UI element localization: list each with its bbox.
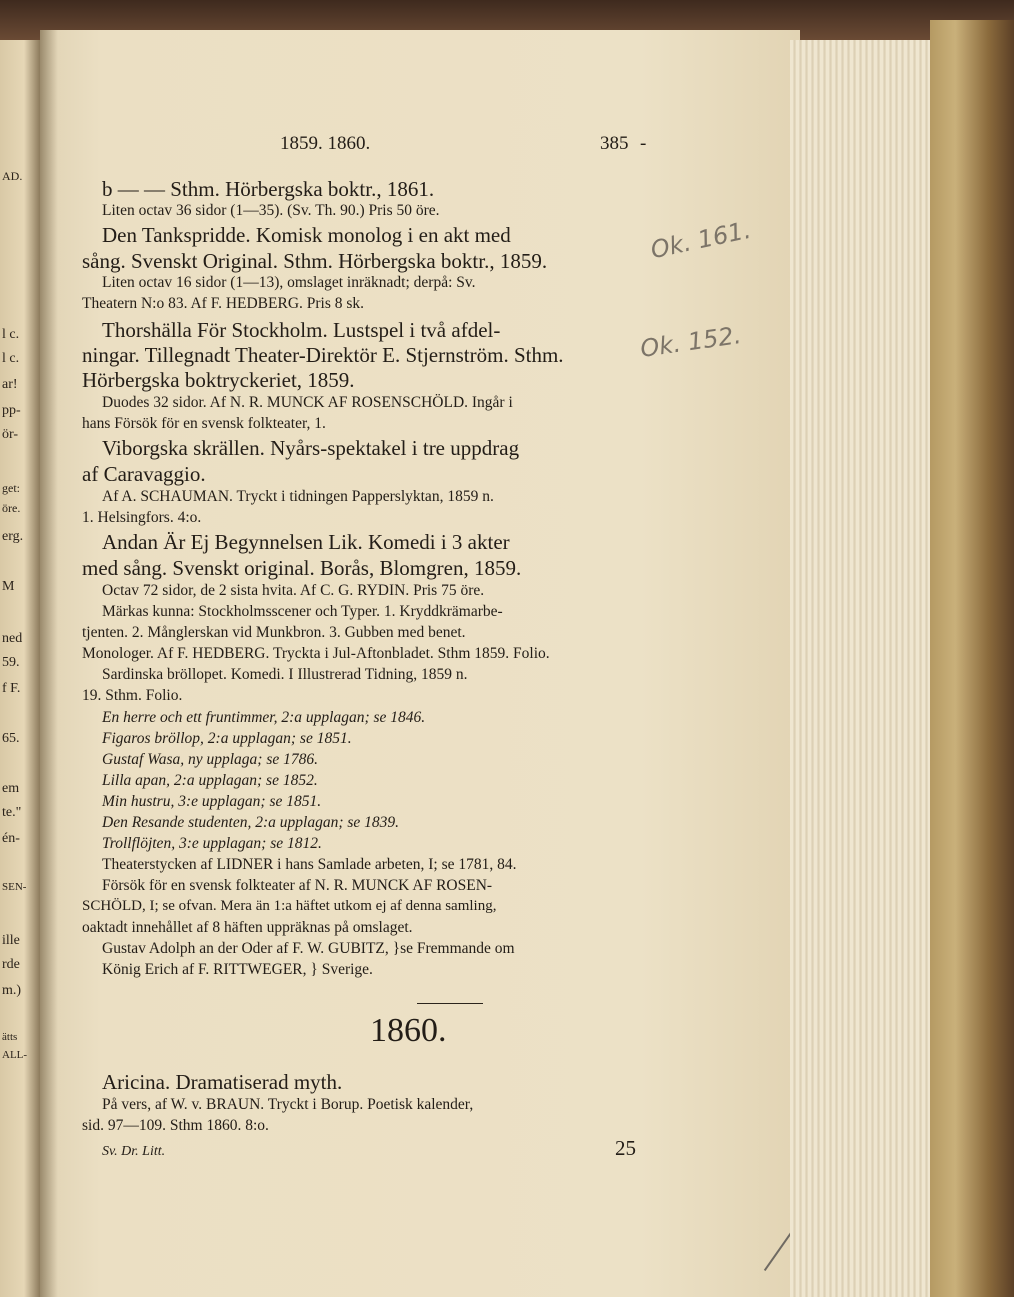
margin-fragment: ätts	[2, 1031, 18, 1043]
margin-fragment: get:	[2, 481, 20, 495]
text-line: hans Försök för en svensk folkteater, 1.	[82, 415, 326, 432]
text-line: Duodes 32 sidor. Af N. R. MUNCK AF ROSENSCHÖLD. Ingår i	[102, 394, 513, 411]
margin-fragment: én-	[2, 831, 20, 846]
text-line: Den Tankspridde. Komisk monolog i en akt med	[102, 223, 511, 247]
margin-fragment: ör-	[2, 427, 19, 442]
page-number: 385	[600, 133, 629, 154]
section-divider	[417, 1003, 483, 1004]
running-head: 1859. 1860.	[280, 133, 371, 154]
text-line: Min hustru, 3:e upplagan; se 1851.	[102, 793, 322, 810]
section-heading: 1860.	[370, 1012, 447, 1049]
text-line: Liten octav 36 sidor (1—35). (Sv. Th. 90.) Pris 50 öre.	[102, 202, 440, 219]
margin-fragment: öre.	[2, 501, 21, 515]
book-page	[40, 30, 800, 1297]
text-line: Af A. SCHAUMAN. Tryckt i tidningen Papperslyktan, 1859 n.	[102, 488, 494, 505]
text-line: 19. Sthm. Folio.	[82, 687, 183, 704]
margin-fragment: m.)	[2, 983, 22, 998]
text-line: Sardinska bröllopet. Komedi. I Illustrerad Tidning, 1859 n.	[102, 666, 468, 683]
margin-fragment: 65.	[2, 731, 20, 746]
text-line: Andan Är Ej Begynnelsen Lik. Komedi i 3 akter	[102, 530, 510, 554]
margin-fragment: l c.	[2, 327, 20, 342]
text-line: Viborgska skrällen. Nyårs-spektakel i tre uppdrag	[102, 436, 520, 460]
text-line: Lilla apan, 2:a upplagan; se 1852.	[102, 772, 318, 789]
text-line: Octav 72 sidor, de 2 sista hvita. Af C. G. RYDIN. Pris 75 öre.	[102, 582, 485, 599]
pencil-annotation: Ok. 161.	[648, 215, 754, 265]
page-stack-edge	[790, 40, 940, 1297]
text-line: med sång. Svenskt original. Borås, Blomgren, 1859.	[82, 556, 522, 580]
sheet-number: 25	[615, 1136, 636, 1160]
margin-fragment: em	[2, 781, 20, 796]
text-line: En herre och ett fruntimmer, 2:a upplagan; se 1846.	[102, 709, 426, 726]
signature-mark: Sv. Dr. Litt.	[102, 1144, 166, 1159]
margin-fragment: ned	[2, 631, 23, 646]
text-line: ningar. Tillegnadt Theater-Direktör E. Stjernström. Sthm.	[82, 343, 564, 367]
text-line: Försök för en svensk folkteater af N. R. MUNCK AF ROSEN-	[102, 877, 493, 894]
text-line: König Erich af F. RITTWEGER, } Sverige.	[102, 961, 373, 978]
margin-fragment: ALL-	[2, 1049, 28, 1061]
margin-fragment: f F.	[2, 681, 21, 696]
text-line: 1. Helsingfors. 4:o.	[82, 509, 202, 526]
text-line: Monologer. Af F. HEDBERG. Tryckta i Jul-Aftonbladet. Sthm 1859. Folio.	[82, 645, 550, 662]
text-line: b — — Sthm. Hörbergska boktr., 1861.	[102, 177, 435, 201]
text-line: Theatern N:o 83. Af F. HEDBERG. Pris 8 sk.	[82, 295, 365, 312]
text-line: Gustaf Wasa, ny upplaga; se 1786.	[102, 751, 318, 768]
margin-fragment: rde	[2, 957, 20, 972]
page-number-dash: -	[640, 133, 647, 154]
text-line: tjenten. 2. Månglerskan vid Munkbron. 3. Gubben med benet.	[82, 624, 466, 641]
book-cover-edge	[930, 20, 1014, 1297]
margin-fragment: ar!	[2, 377, 18, 392]
text-line: Theaterstycken af LIDNER i hans Samlade arbeten, I; se 1781, 84.	[102, 856, 517, 873]
margin-fragment: erg.	[2, 529, 24, 544]
text-line: På vers, af W. v. BRAUN. Tryckt i Borup. Poetisk kalender,	[102, 1096, 474, 1113]
text-line: Aricina. Dramatiserad myth.	[102, 1070, 343, 1094]
text-line: sid. 97—109. Sthm 1860. 8:o.	[82, 1117, 269, 1134]
margin-fragment: M	[2, 579, 15, 594]
text-line: oaktadt innehållet af 8 häften uppräknas på omslaget.	[82, 919, 413, 936]
text-line: sång. Svenskt Original. Sthm. Hörbergska boktr., 1859.	[82, 249, 548, 273]
pencil-annotation: Ok. 152.	[638, 321, 743, 363]
text-line: Thorshälla För Stockholm. Lustspel i två afdel-	[102, 318, 501, 342]
margin-fragment: AD.	[2, 169, 23, 183]
text-line: Hörbergska boktryckeriet, 1859.	[82, 368, 355, 392]
margin-fragment: pp-	[2, 403, 21, 418]
text-line: Figaros bröllop, 2:a upplagan; se 1851.	[102, 730, 352, 747]
text-line: Liten octav 16 sidor (1—13), omslaget inräknadt; derpå: Sv.	[102, 274, 476, 291]
text-line: Trollflöjten, 3:e upplagan; se 1812.	[102, 835, 322, 852]
text-line: Gustav Adolph an der Oder af F. W. GUBITZ, }se Fremmande om	[102, 940, 515, 957]
text-line: af Caravaggio.	[82, 462, 206, 486]
text-line: Den Resande studenten, 2:a upplagan; se 1839.	[102, 814, 400, 831]
margin-fragment: ille	[2, 933, 20, 948]
margin-fragment: 59.	[2, 655, 20, 670]
margin-fragment: l c.	[2, 351, 20, 366]
margin-fragment: te."	[2, 805, 22, 820]
text-line: Märkas kunna: Stockholmsscener och Typer. 1. Kryddkrämarbe-	[102, 603, 503, 620]
text-line: SCHÖLD, I; se ofvan. Mera än 1:a häftet utkom ej af denna samling,	[82, 898, 497, 914]
margin-fragment: SEN-	[2, 881, 27, 893]
